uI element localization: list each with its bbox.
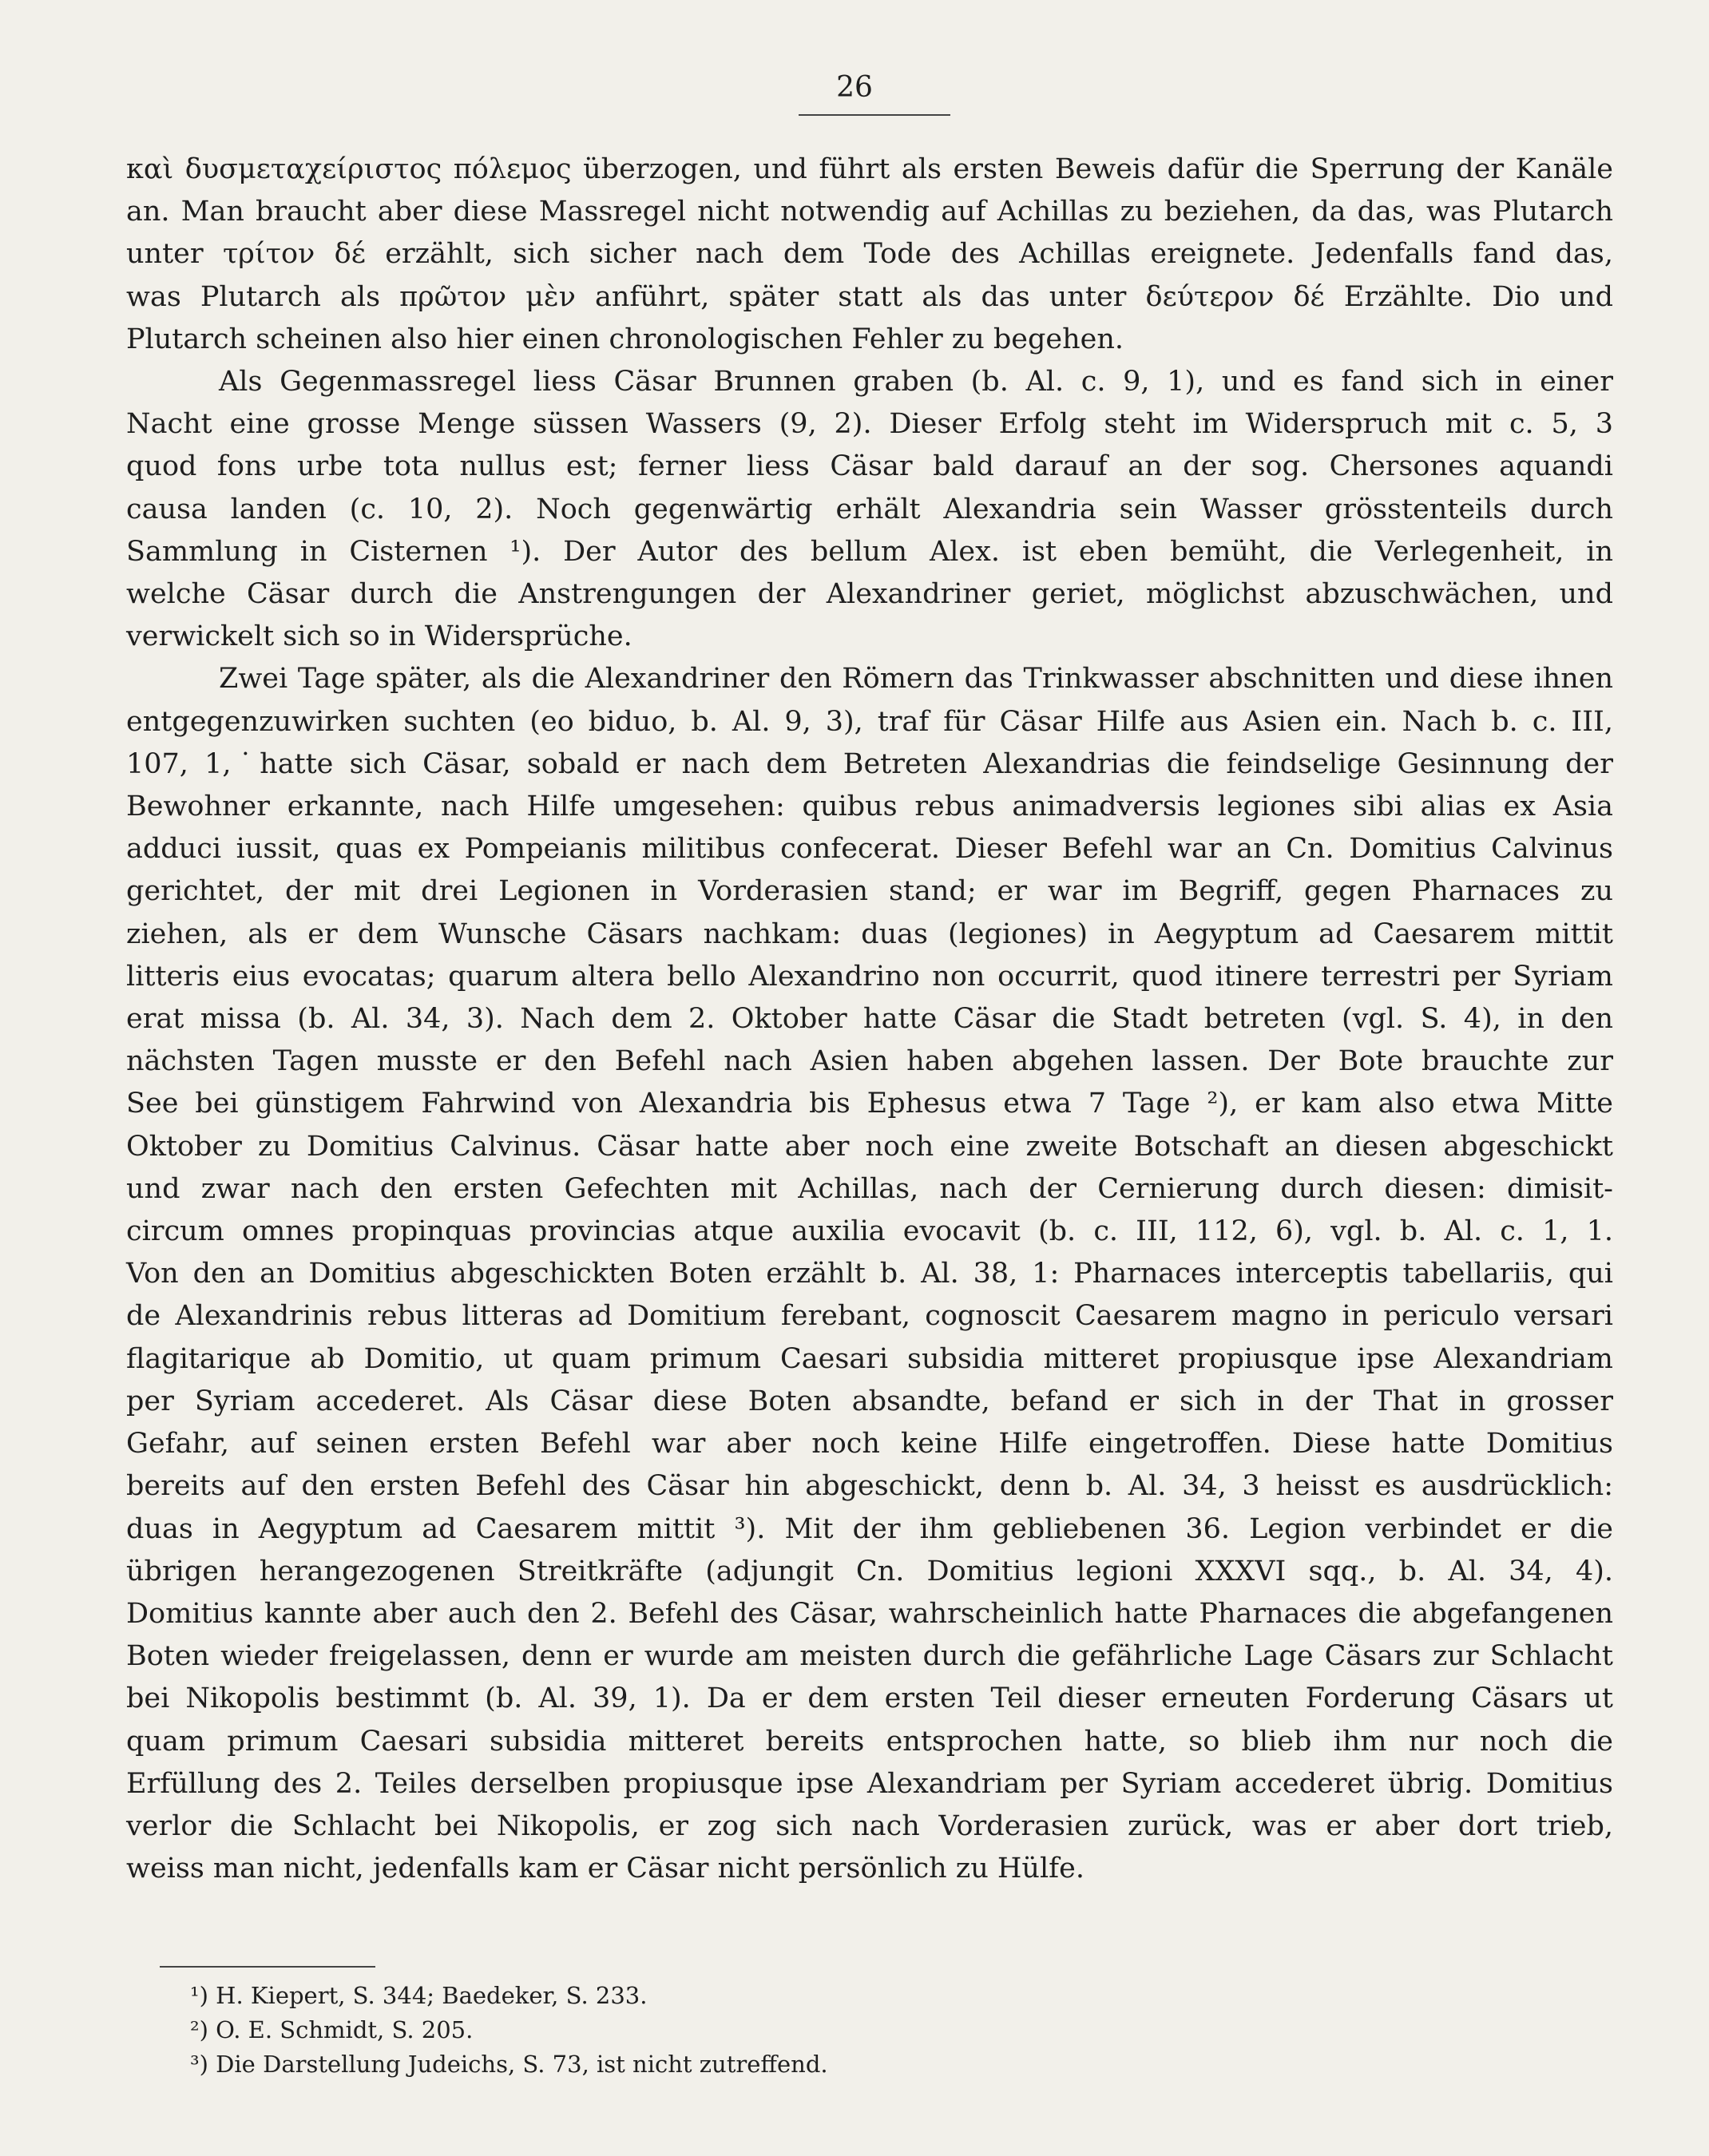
text-line: bereits auf den ersten Befehl des Cäsar hin abgeschickt, denn b. Al. 34, 3 heisst es ausdrücklich: [126, 1470, 1613, 1503]
text-line: nächsten Tagen musste er den Befehl nach Asien haben abgehen lassen. Der Bote brauchte zur [126, 1045, 1613, 1078]
text-line: 107, 1,˙hatte sich Cäsar, sobald er nach dem Betreten Alexandrias die feindselige Gesinnung der [126, 747, 1613, 780]
text-line: Domitius kannte aber auch den 2. Befehl des Cäsar, wahrscheinlich hatte Pharnaces die abgefangenen [126, 1597, 1613, 1630]
text-line: Nacht eine grosse Menge süssen Wassers (9, 2). Dieser Erfolg steht im Widerspruch mit c. 5, 3 [126, 408, 1613, 441]
text-line: Bewohner erkannte, nach Hilfe umgesehen: quibus rebus animadversis legiones sibi alias ex Asia [126, 791, 1613, 823]
footnote: ²) O. E. Schmidt, S. 205. [190, 2016, 474, 2043]
header-rule [799, 114, 950, 116]
text-line: flagitarique ab Domitio, ut quam primum Caesari subsidia mitteret propiusque ipse Alexandriam [126, 1342, 1613, 1375]
text-line: Zwei Tage später, als die Alexandriner den Römern das Trinkwasser abschnitten und diese ihnen [219, 663, 1613, 696]
text-line: erat missa (b. Al. 34, 3). Nach dem 2. Oktober hatte Cäsar die Stadt betreten (vgl. S. 4), in den [126, 1003, 1613, 1036]
text-line: circum omnes propinquas provincias atque auxilia evocavit (b. c. III, 112, 6), vgl. b. Al. c. 1, 1. [126, 1215, 1613, 1248]
text-line: litteris eius evocatas; quarum altera bello Alexandrino non occurrit, quod itinere terrestri per Syriam [126, 960, 1613, 993]
text-line: bei Nikopolis bestimmt (b. Al. 39, 1). Da er dem ersten Teil dieser erneuten Forderung Cäsars ut [126, 1682, 1613, 1715]
paragraph [126, 361, 1613, 658]
paragraph [126, 149, 1613, 361]
text-line: quam primum Caesari subsidia mitteret bereits entsprochen hatte, so blieb ihm nur noch die [126, 1725, 1613, 1758]
text-line: welche Cäsar durch die Anstrengungen der Alexandriner geriet, möglichst abzuschwächen, und [126, 578, 1613, 611]
page-number: 26 [836, 71, 873, 104]
text-line: duas in Aegyptum ad Caesarem mittit ³). Mit der ihm gebliebenen 36. Legion verbindet er die [126, 1512, 1613, 1545]
paragraph [126, 658, 1613, 1890]
text-line: übrigen herangezogenen Streitkräfte (adjungit Cn. Domitius legioni XXXVI sqq., b. Al. 34, 4). [126, 1555, 1613, 1587]
footnote: ³) Die Darstellung Judeichs, S. 73, ist nicht zutreffend. [190, 2051, 828, 2078]
footnotes [190, 1979, 1468, 2082]
text-line: Gefahr, auf seinen ersten Befehl war aber noch keine Hilfe eingetroffen. Diese hatte Domitius [126, 1428, 1613, 1460]
text-line: quod fons urbe tota nullus est; ferner liess Cäsar bald darauf an der sog. Chersones aquandi [126, 450, 1613, 483]
text-line: καὶ δυσμεταχείριστος πόλεμος überzogen, und führt als ersten Beweis dafür die Sperrung der Kanäle [126, 153, 1613, 185]
text-line: was Plutarch als πρῶτον μὲν anführt, später statt als das unter δεύτερον δέ Erzählte. Dio und [126, 280, 1613, 313]
footnote-rule [160, 1966, 375, 1968]
text-line: verwickelt sich so in Widersprüche. [126, 620, 632, 653]
text-line: Boten wieder freigelassen, denn er wurde am meisten durch die gefährliche Lage Cäsars zur Schlacht [126, 1640, 1613, 1673]
text-line: Oktober zu Domitius Calvinus. Cäsar hatte aber noch eine zweite Botschaft an diesen abgeschickt [126, 1130, 1613, 1163]
text-line: Erfüllung des 2. Teiles derselben propiusque ipse Alexandriam per Syriam accederet übrig. Domitius [126, 1767, 1613, 1800]
footnote: ¹) H. Kiepert, S. 344; Baedeker, S. 233. [190, 1982, 648, 2009]
text-line: de Alexandrinis rebus litteras ad Domitium ferebant, cognoscit Caesarem magno in periculo versari [126, 1300, 1613, 1333]
text-line: adduci iussit, quas ex Pompeianis militibus confecerat. Dieser Befehl war an Cn. Domitius Calvinus [126, 833, 1613, 866]
text-line: per Syriam accederet. Als Cäsar diese Boten absandte, befand er sich in der That in grosser [126, 1385, 1613, 1417]
text-line: und zwar nach den ersten Gefechten mit Achillas, nach der Cernierung durch diesen: dimisit- [126, 1172, 1613, 1205]
text-line: causa landen (c. 10, 2). Noch gegenwärtig erhält Alexandria sein Wasser grösstenteils durch [126, 493, 1613, 525]
text-line: gerichtet, der mit drei Legionen in Vorderasien stand; er war im Begriff, gegen Pharnaces zu [126, 875, 1613, 908]
text-line: Als Gegenmassregel liess Cäsar Brunnen graben (b. Al. c. 9, 1), und es fand sich in einer [219, 366, 1613, 398]
text-line: Von den an Domitius abgeschickten Boten erzählt b. Al. 38, 1: Pharnaces interceptis tabellariis, qui [126, 1258, 1613, 1290]
text-line: Sammlung in Cisternen ¹). Der Autor des bellum Alex. ist eben bemüht, die Verlegenheit, in [126, 535, 1613, 568]
text-line: verlor die Schlacht bei Nikopolis, er zog sich nach Vorderasien zurück, was er aber dort trieb, [126, 1809, 1613, 1842]
text-line: See bei günstigem Fahrwind von Alexandria bis Ephesus etwa 7 Tage ²), er kam also etwa Mitte [126, 1088, 1613, 1120]
text-line: weiss man nicht, jedenfalls kam er Cäsar nicht persönlich zu Hülfe. [126, 1853, 1084, 1885]
text-line: an. Man braucht aber diese Massregel nicht notwendig auf Achillas zu beziehen, da das, was Plutarch [126, 196, 1613, 228]
text-line: unter τρίτον δέ erzählt, sich sicher nach dem Tode des Achillas ereignete. Jedenfalls fand das, [126, 238, 1613, 271]
text-line: Plutarch scheinen also hier einen chronologischen Fehler zu begehen. [126, 323, 1124, 355]
body-text [126, 149, 1613, 1890]
text-line: entgegenzuwirken suchten (eo biduo, b. Al. 9, 3), traf für Cäsar Hilfe aus Asien ein. Nach b. c. III, [126, 705, 1613, 738]
text-line: ziehen, als er dem Wunsche Cäsars nachkam: duas (legiones) in Aegyptum ad Caesarem mittit [126, 917, 1613, 950]
